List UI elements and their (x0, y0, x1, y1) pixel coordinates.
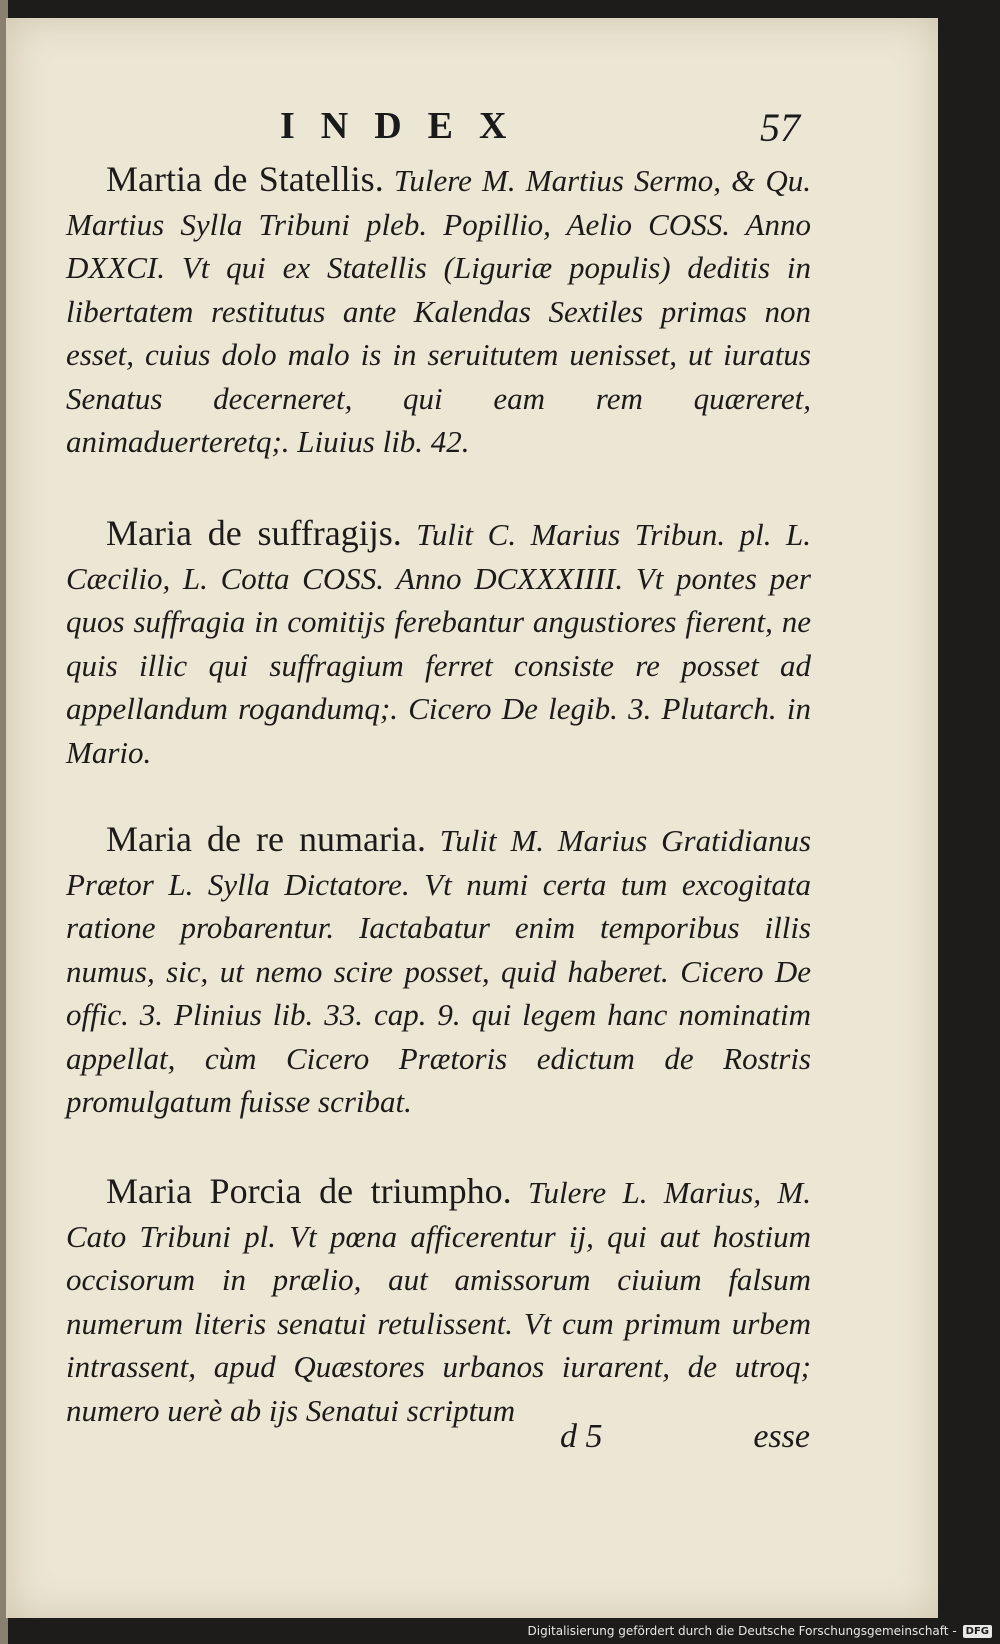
entry-text: Tulere M. Martius Sermo, & Qu. Martius Sylla Tribuni pleb. Popillio, Aelio COSS. Anno DXXCI. Vt qui ex Statellis (Liguriæ populis) deditis in libertatem restitutus ante Kalendas Sextiles primas non esset, cuius dolo malo is in seruitutem uenisset, ut iuratus Senatus decerneret, qui eam rem quæreret, animaduerteretq;. Liuius lib. 42. (66, 163, 812, 459)
catchword: esse (753, 1418, 810, 1455)
entry-text: Tulit C. Marius Tribun. pl. L. Cæcilio, L. Cotta COSS. Anno DCXXXIIII. Vt pontes per quos suffragia in comitijs ferebantur angustiores fierent, ne quis illic qui suffragium ferret consiste re posset ad appellandum rogandumq;. Cicero De legib. 3. Plutarch. in Mario. (66, 517, 812, 770)
index-entry (66, 818, 811, 1124)
index-entry (66, 1170, 811, 1432)
page-header (280, 104, 800, 154)
entry-lemma: Maria de re numaria. (106, 819, 426, 859)
running-head: INDEX (280, 105, 533, 147)
page-footer-marks (560, 1418, 810, 1468)
index-entry (66, 512, 811, 774)
digitization-credit (528, 1620, 993, 1642)
entry-lemma: Maria de suffragijs. (106, 513, 402, 553)
credit-text: Digitalisierung gefördert durch die Deutsche Forschungsgemeinschaft - (527, 1624, 957, 1638)
signature-mark: d 5 (560, 1418, 603, 1455)
dfg-logo: DFG (963, 1625, 992, 1638)
page-number: 57 (760, 105, 800, 150)
entry-text: Tulit M. Marius Gratidianus Prætor L. Sylla Dictatore. Vt numi certa tum excogitata ratione probarentur. Iactabatur enim temporibus illis numus, sic, ut nemo scire posset, quid haberet. Cicero De offic. 3. Plinius lib. 33. cap. 9. qui legem hanc nominatim appellat, cùm Cicero Prætoris edictum de Rostris promulgatum fuisse scribat. (66, 823, 812, 1119)
entry-text: Tulere L. Marius, M. Cato Tribuni pl. Vt pœna afficerentur ij, qui aut hostium occisorum in prælio, aut amissorum ciuium falsum numerum literis senatui retulissent. Vt cum primum urbem intrassent, apud Quæstores urbanos iurarent, de utroq; numero uerè ab ijs Senatui scriptum (66, 1175, 812, 1428)
entry-lemma: Maria Porcia de triumpho. (106, 1171, 512, 1211)
entry-lemma: Martia de Statellis. (106, 159, 384, 199)
index-entry (66, 158, 811, 464)
